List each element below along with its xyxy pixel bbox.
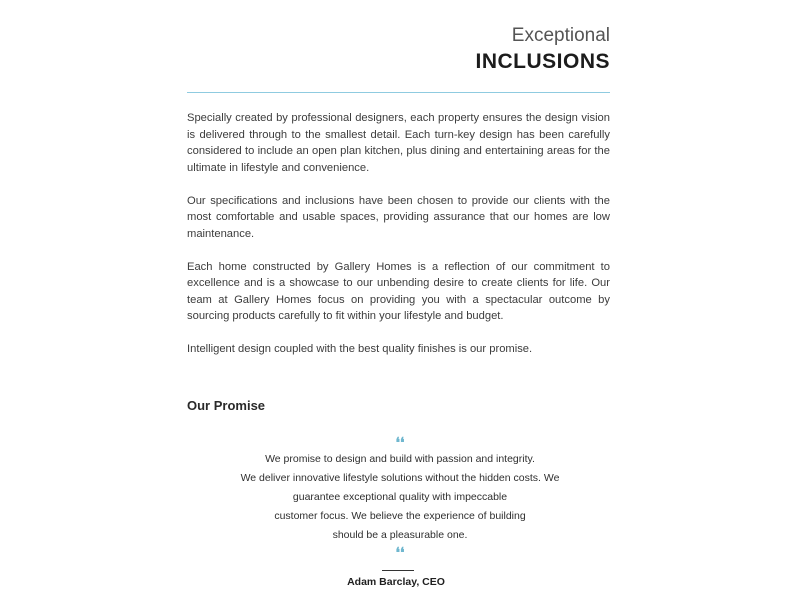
quote-line-5: should be a pleasurable one. bbox=[332, 529, 468, 541]
heading-divider bbox=[187, 92, 610, 93]
heading-subtitle: Exceptional bbox=[511, 25, 610, 46]
intro-text bbox=[187, 110, 610, 374]
quote-close-icon: ❛❛ bbox=[395, 545, 405, 561]
promise-quote bbox=[210, 450, 590, 545]
signature: Adam Barclay, CEO bbox=[347, 576, 445, 588]
paragraph-4: Intelligent design coupled with the best quality finishes is our promise. bbox=[187, 343, 533, 355]
paragraph-2: Our specifications and inclusions have been chosen to provide our clients with the most comfortable and usable spaces, providing assurance that our homes are low maintenance. bbox=[187, 194, 610, 240]
quote-line-3: guarantee exceptional quality with impeccable bbox=[292, 491, 508, 503]
paragraph-1: Specially created by professional designers, each property ensures the design vision is delivered through to the smallest detail. Each turn-key design has been carefully considered to include an open plan kitchen, plus dining and entertaining areas for the ultimate in lifestyle and convenience. bbox=[187, 112, 610, 174]
signature-divider bbox=[382, 570, 414, 571]
heading-title: INCLUSIONS bbox=[475, 50, 610, 73]
quote-line-2: We deliver innovative lifestyle solutions without the hidden costs. We bbox=[240, 472, 560, 484]
paragraph-3: Each home constructed by Gallery Homes is a reflection of our commitment to excellence and is a showcase to our unbending desire to create clients for life. Our team at Gallery Homes focus on providing you with a spectacular outcome by sourcing products carefully to fit within your lifestyle and budget. bbox=[187, 260, 610, 322]
quote-line-4: customer focus. We believe the experience of building bbox=[274, 510, 526, 522]
page-heading bbox=[475, 24, 610, 76]
quote-line-1: We promise to design and build with passion and integrity. bbox=[265, 453, 535, 465]
quote-open-icon: ❛❛ bbox=[395, 435, 405, 451]
promise-title: Our Promise bbox=[187, 398, 266, 413]
